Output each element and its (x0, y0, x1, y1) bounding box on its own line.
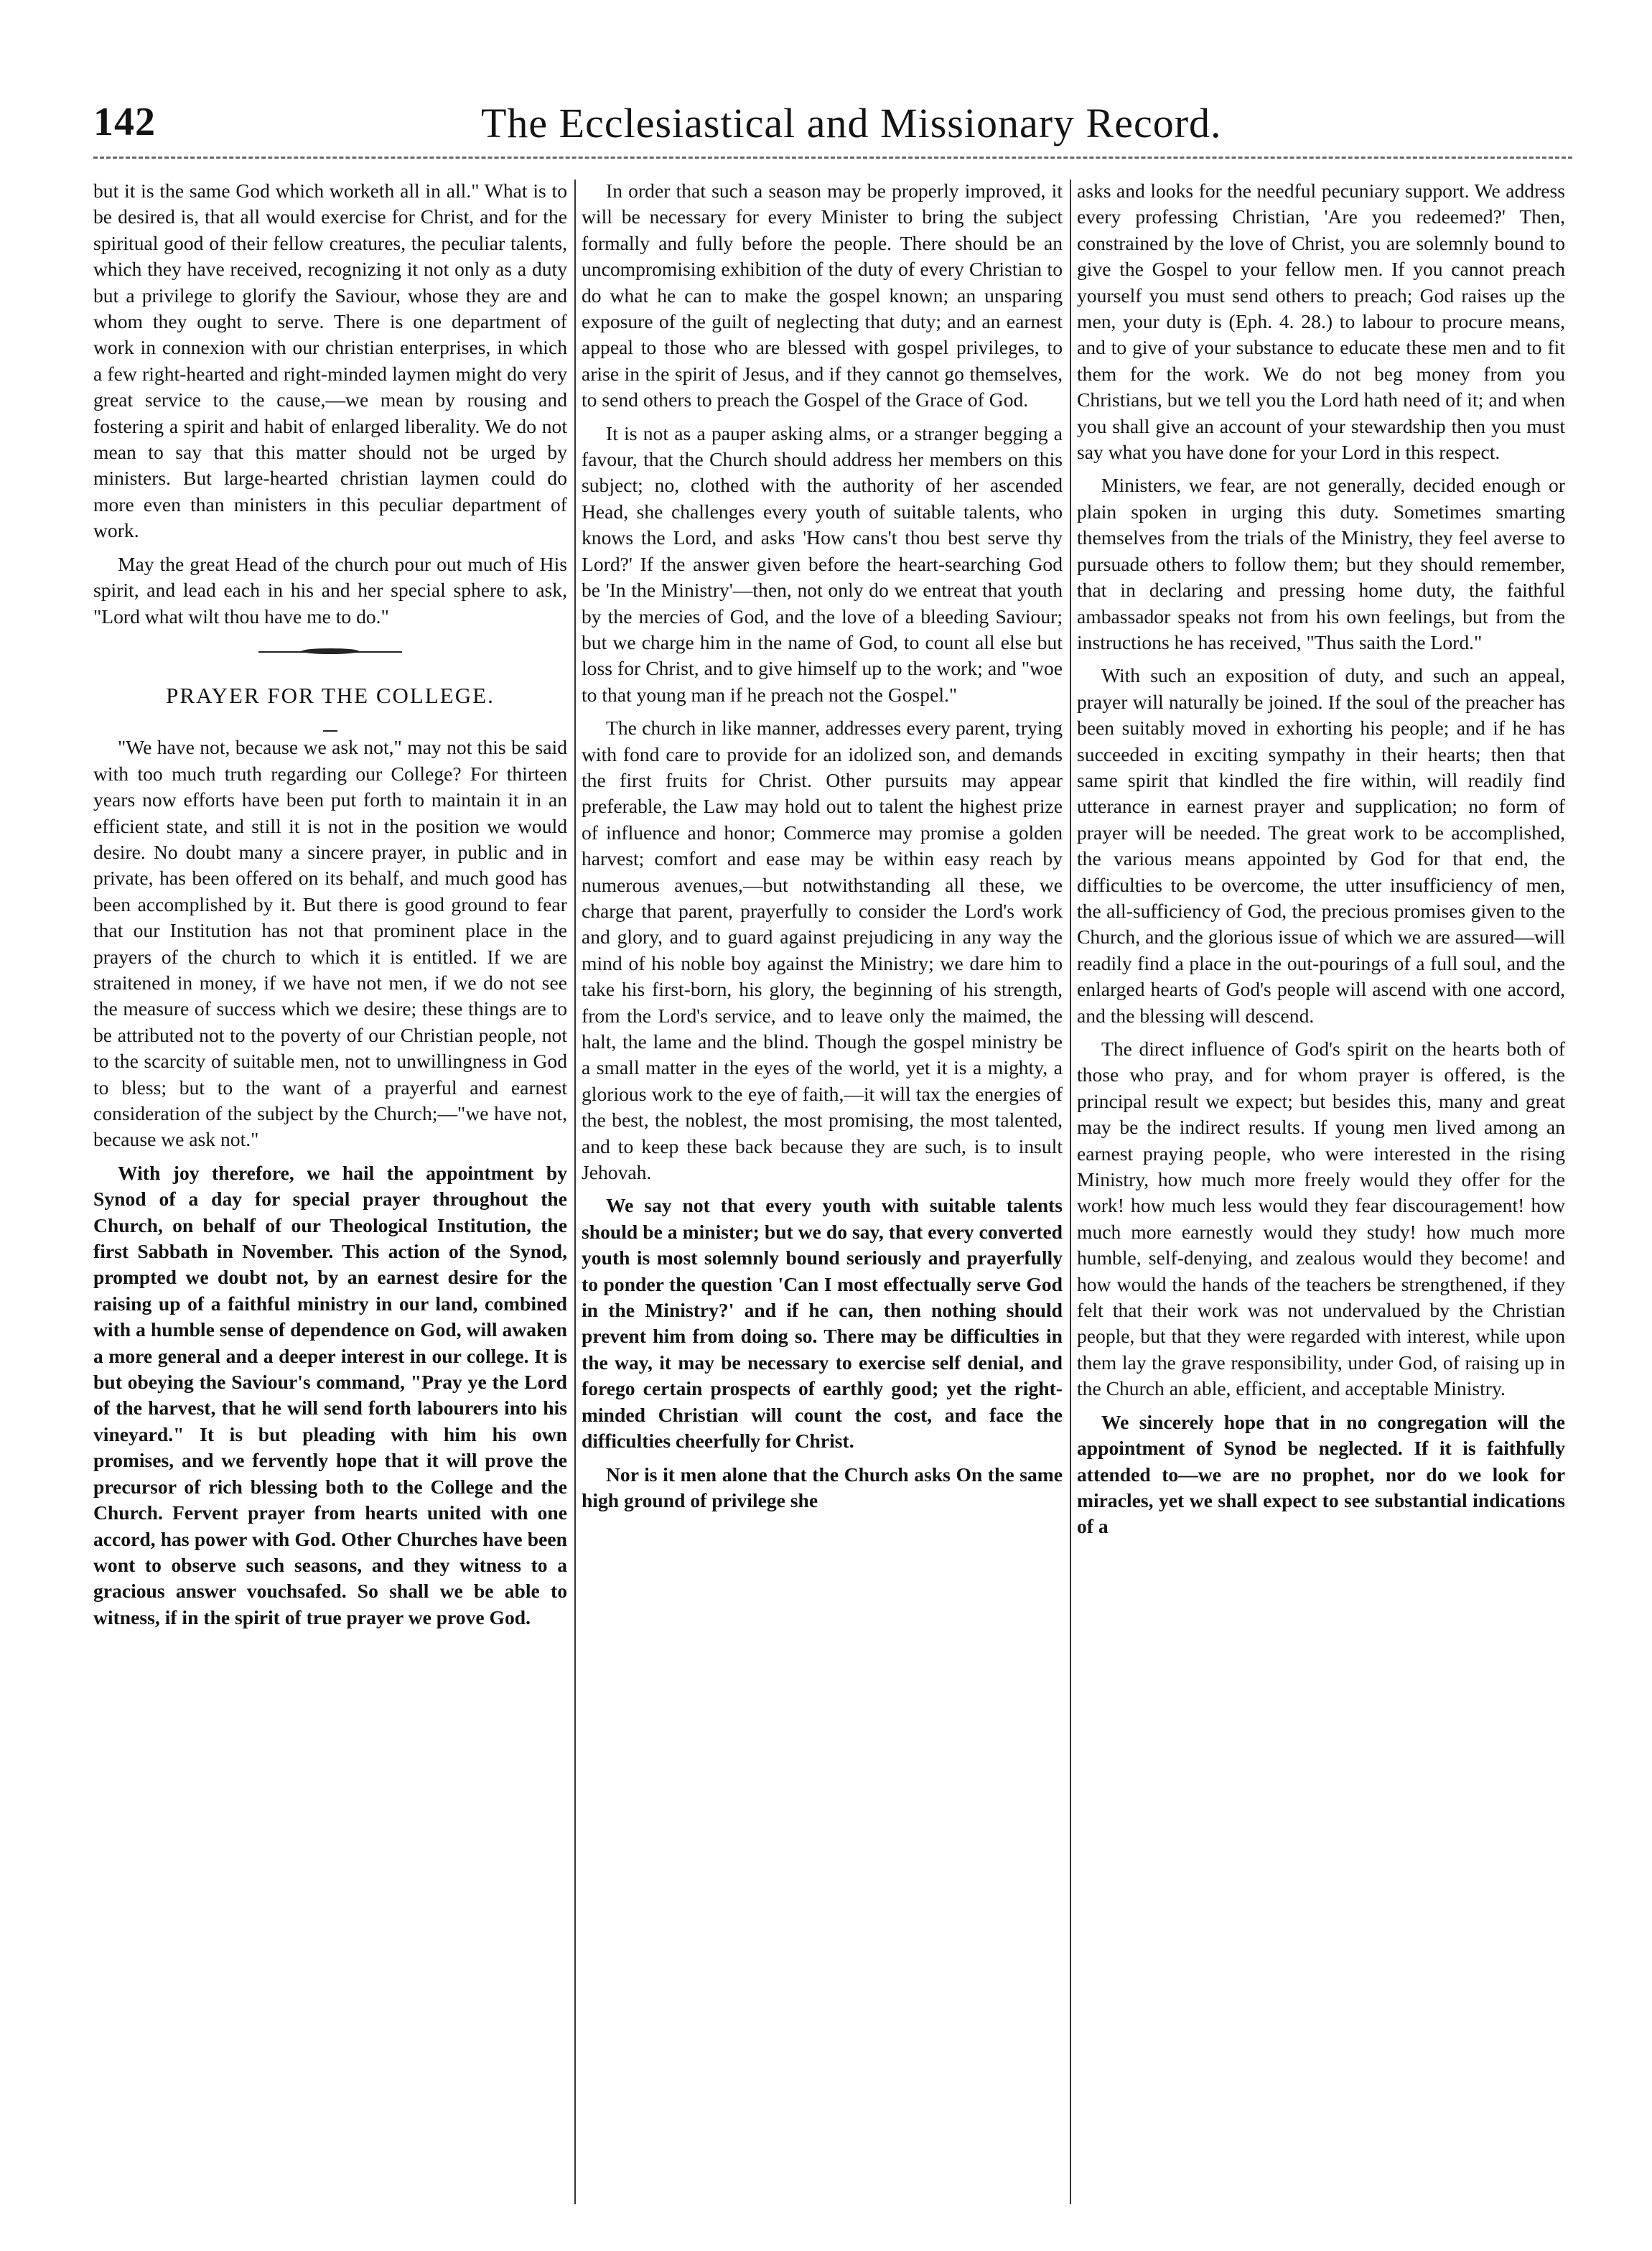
section-ornament (258, 644, 402, 660)
page-header (93, 99, 1572, 157)
column-left (93, 178, 567, 1638)
paragraph: It is not as a pauper asking alms, or a stranger begging a favour, that the Church should address her members on this subject; no, clothed with the authority of her ascended Head, she challenges every youth of suitable talents, who knows the Lord, and asks 'How cans't thou best serve thy Lord?' If the answer given before the heart-searching God be 'In the Ministry'—then, not only do we entreat that youth by the mercies of God, and the love of a bleeding Saviour; but we charge him in the name of God, to count all else but loss for Christ, and to give himself up to the work; and "woe to that young man if he preach not the Gospel." (582, 421, 1063, 706)
paragraph: The direct influence of God's spirit on the hearts both of those who pray, and for whom prayer is offered, is the principal result we expect; but besides this, many and great may be the indirect results. If young men lived among an earnest praying people, who were interested in the rising Ministry, how much more freely would they offer for the work! how much less would they fear discouragement! how much more earnestly would they study! how much more humble, self-denying, and zealous would they become! and how would the hands of the teachers be strengthened, if they felt that their work was not undervalued by the Christian people, but that they were regarded with interest, while upon them lay the grave responsibility, under God, of raising up in the Church an able, efficient, and acceptable Ministry. (1077, 1038, 1565, 1400)
heading-dash (93, 720, 567, 732)
paragraph: asks and looks for the needful pecuniary support. We address every professing Christian, 'Are you redeemed?' Then, constrained by the love of Christ, you are solemnly bound to give the Gospel to your fellow men. If you cannot preach yourself you must send others to preach; God raises up the men, your duty is (Eph. 4. 28.) to labour to procure means, and to give of your substance to educate these men and to fit them for the work. We do not beg money from you Christians, but we tell you the Lord hath need of it; and when you shall give an account of your stewardship then you must say what you have done for your Lord in this respect. (1077, 180, 1565, 464)
paragraph: With such an exposition of duty, and such an appeal, prayer will naturally be joined. If the soul of the preacher has been suitably moved in exhorting his people; and if he has succeeded in exciting sympathy in their hearts; then that same spirit that kindled the fire within, will readily find utterance in earnest prayer and supplication; no form of prayer will be needed. The great work to be accomplished, the various means appointed by God for that end, the difficulties to be overcome, the utter insufficiency of men, the all-sufficiency of God, the precious promises given to the Church, and the glorious issue of which we are assured—will readily find a place in the out-pourings of a full soul, and the enlarged hearts of God's people will ascend with one accord, and the blessing will descend. (1077, 664, 1565, 1027)
header-rule (93, 157, 1572, 159)
paragraph: "We have not, because we ask not," may not this be said with too much truth regarding our College? For thirteen years now efforts have been put forth to maintain it in an efficient state, and still it is not in the position we would desire. No doubt many a sincere prayer, in public and in private, has been offered on its behalf, and much good has been accomplished by it. But there is good ground to fear that our Institution has not that prominent place in the prayers of the church to which it is entitled. If we are straitened in money, if we have not men, if we do not see the measure of success which we desire; these things are to be attributed not to the poverty of our Christian people, not to the scarcity of suitable men, not to unwillingness in God to bless; but to the want of a prayerful and earnest consideration of the subject by the Church;—"we have not, because we ask not." (93, 736, 567, 1151)
paragraph: but it is the same God which worketh all in all." What is to be desired is, that all would exercise for Christ, and for the spiritual good of their fellow creatures, the peculiar talents, which they have received, recognizing it not only as a duty but a privilege to glorify the Saviour, whose they are and whom they ought to serve. There is one department of work in connexion with our christian enterprises, in which a few right-hearted and right-minded laymen might do very great service to the cause,—we mean by rousing and fostering a spirit and habit of enlarged liberality. We do not mean to say that this matter should not be urged by ministers. But large-hearted christian laymen could do more even than ministers in this peculiar department of work. (93, 180, 567, 542)
paragraph: May the great Head of the church pour out much of His spirit, and lead each in his and her special sphere to ask, "Lord what wilt thou have me to do." (93, 552, 567, 628)
column-divider (574, 180, 576, 2204)
column-middle (582, 178, 1063, 1521)
column-right (1077, 178, 1565, 1547)
paragraph: In order that such a season may be properly improved, it will be necessary for every Minister to bring the subject formally and fully before the people. There should be an uncompromising exhibition of the duty of every Christian to do what he can to make the gospel known; an unsparing exposure of the guilt of neglecting that duty; and an earnest appeal to those who are blessed with gospel privileges, to arise in the spirit of Jesus, and if they cannot go themselves, to send others to preach the Gospel of the Grace of God. (582, 180, 1063, 411)
running-title: The Ecclesiastical and Missionary Record. (481, 100, 1222, 146)
page-number: 142 (93, 100, 156, 144)
paragraph: Ministers, we fear, are not generally, decided enough or plain spoken in urging this duty. Sometimes smarting themselves from the trials of the Ministry, they feel averse to pursuade others to follow them; but they should remember, that in declaring and pressing home duty, the faithful ambassador speaks not from his own feelings, but from the instructions he has received, "Thus saith the Lord." (1077, 474, 1565, 653)
paragraph: With joy therefore, we hail the appointment by Synod of a day for special prayer throughout the Church, on behalf of our Theological Institution, the first Sabbath in November. This action of the Synod, prompted we doubt not, by an earnest desire for the raising up of a faithful ministry in our land, combined with a humble sense of dependence on God, will awaken a more general and a deeper interest in our college. It is but obeying the Saviour's command, "Pray ye the Lord of the harvest, that he will send forth labourers into his vineyard." It is but pleading with him his own promises, and we fervently hope that it will prove the precursor of rich blessing both to the College and the Church. Fervent prayer from hearts united with one accord, has power with God. Other Churches have been wont to observe such seasons, and they witness to a gracious answer vouchsafed. So shall we be able to witness, if in the spirit of true prayer we prove God. (93, 1161, 567, 1628)
paragraph: Nor is it men alone that the Church asks On the same high ground of privilege she (582, 1463, 1063, 1511)
paragraph: The church in like manner, addresses every parent, trying with fond care to provide for an idolized son, and demands the first fruits for Christ. Other pursuits may appear preferable, the Law may hold out to talent the highest prize of influence and honor; Commerce may promise a golden harvest; comfort and ease may be within easy reach by numerous avenues,—but notwithstanding all these, we charge that parent, prayerfully to consider the Lord's work and glory, and to guard against prejudicing in any way the mind of his noble boy against the Ministry; we dare him to take his first-born, his glory, the beginning of his strength, from the Lord's service, and to leave only the maimed, the halt, the lame and the blind. Though the gospel ministry be a small matter in the eyes of the world, yet it is a mighty, a glorious work to the eye of faith,—it will tax the energies of the best, the noblest, the most promising, the most talented, and to keep these back because they are such, is to insult Jehovah. (582, 717, 1063, 1184)
paragraph: We sincerely hope that in no congregation will the appointment of Synod be neglected. If it is faithfully attended to—we are no prophet, nor do we look for miracles, yet we shall expect to see substantial indications of a (1077, 1410, 1565, 1538)
paragraph: We say not that every youth with suitable talents should be a minister; but we do say, that every converted youth is most solemnly bound seriously and prayerfully to ponder the question 'Can I most effectually serve God in the Ministry?' and if he can, then nothing should prevent him from doing so. There may be difficulties in the way, it may be necessary to exercise self denial, and forego certain prospects of earthly good; yet the right-minded Christian will count the cost, and face the difficulties cheerfully for Christ. (582, 1194, 1063, 1453)
section-heading: PRAYER FOR THE COLLEGE. (166, 682, 495, 708)
column-divider (1070, 180, 1071, 2204)
